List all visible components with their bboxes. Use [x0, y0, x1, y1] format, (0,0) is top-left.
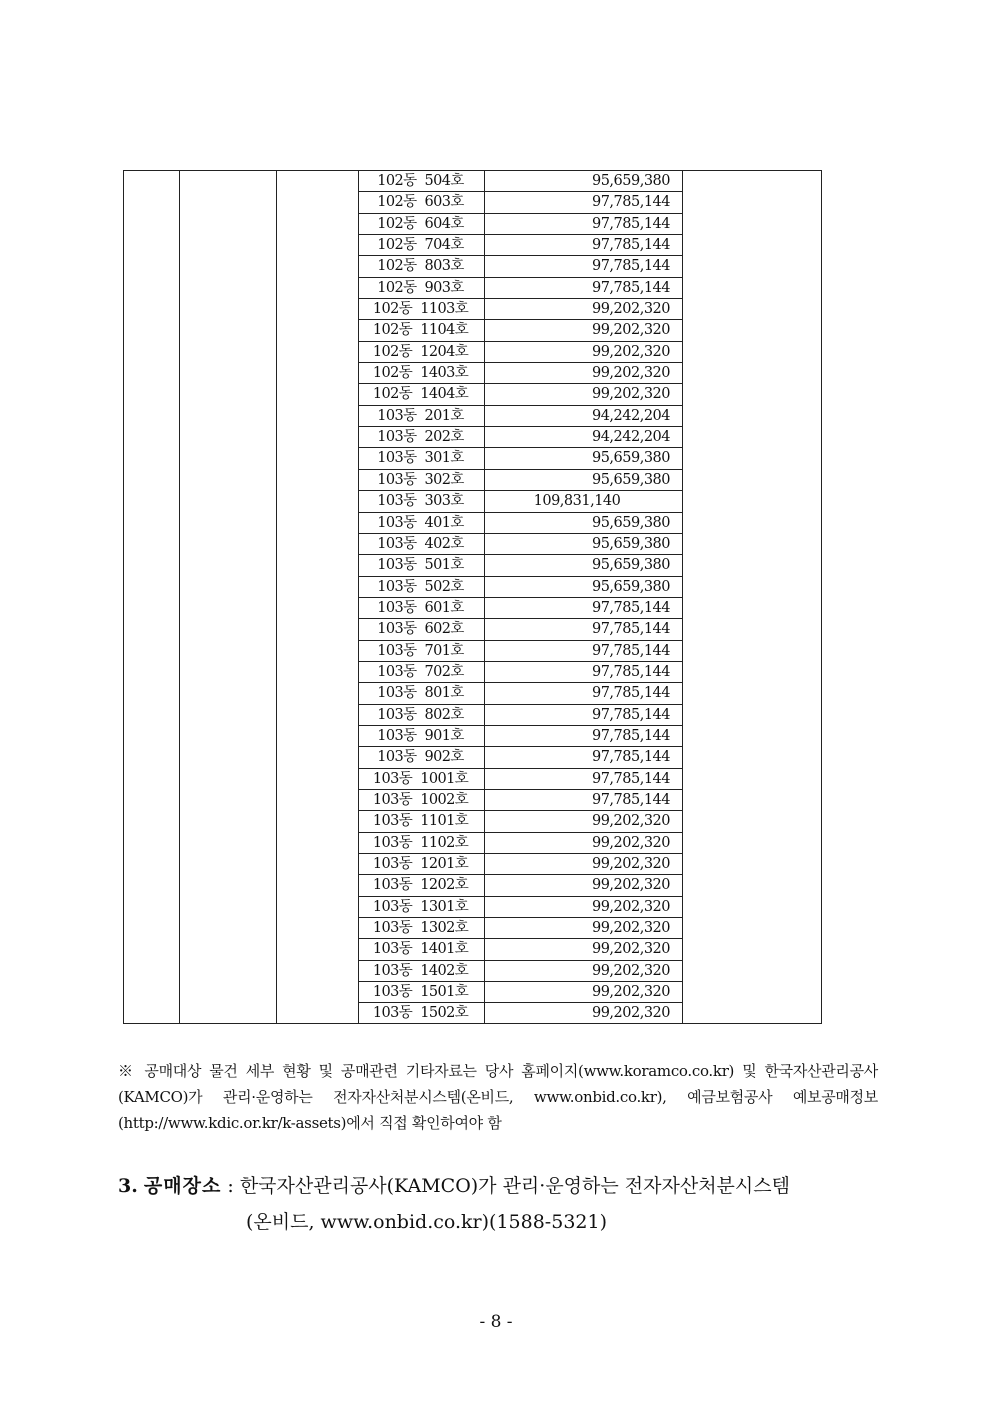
unit-cell: 102동 704호 [377, 237, 464, 254]
table-row [358, 769, 682, 790]
unit-cell: 103동 1401호 [372, 941, 469, 958]
column-divider [682, 171, 683, 1023]
price-cell: 97,785,144 [591, 642, 670, 659]
price-cell: 97,785,144 [591, 258, 670, 275]
table-row [358, 363, 682, 384]
table-row [358, 662, 682, 683]
table-row [358, 299, 682, 320]
table-row [358, 918, 682, 939]
unit-cell: 103동 1201호 [372, 856, 469, 872]
table-row [358, 577, 682, 598]
table-row [358, 406, 682, 427]
table-row [358, 939, 682, 960]
table-row [358, 961, 682, 982]
table-row [358, 875, 682, 896]
table-row [358, 278, 682, 299]
table-row [358, 470, 682, 491]
unit-cell: 103동 501호 [377, 557, 464, 574]
unit-cell: 103동 901호 [377, 727, 464, 744]
auction-place-text: 한국자산관리공사(KAMCO)가 관리·운영하는 전자자산처분시스템 [239, 1175, 790, 1197]
table-row [358, 192, 682, 213]
price-cell: 99,202,320 [591, 322, 670, 339]
price-cell: 99,202,320 [591, 984, 670, 1001]
section-label: 공매장소 [143, 1175, 222, 1197]
price-cell: 97,785,144 [591, 791, 670, 808]
table-row [358, 982, 682, 1003]
unit-cell: 103동 1301호 [372, 898, 469, 915]
section-colon: : [227, 1175, 234, 1197]
unit-cell: 103동 1501호 [372, 984, 469, 1001]
section-number: 3. [118, 1175, 138, 1197]
unit-cell: 103동 801호 [377, 685, 464, 702]
table-row [358, 534, 682, 555]
price-cell: 97,785,144 [591, 237, 670, 254]
unit-cell: 103동 1102호 [372, 834, 469, 851]
price-cell: 99,202,320 [591, 386, 670, 403]
table-row [358, 747, 682, 768]
table-row [358, 897, 682, 918]
price-cell: 99,202,320 [591, 1005, 670, 1022]
table-row [358, 320, 682, 341]
unit-cell: 103동 401호 [377, 514, 464, 531]
price-cell: 99,202,320 [591, 898, 670, 915]
price-cell: 97,785,144 [591, 621, 670, 638]
auction-place-line1 [118, 1168, 878, 1204]
unit-cell: 103동 702호 [377, 663, 464, 680]
unit-cell: 103동 802호 [377, 706, 464, 723]
price-cell: 95,659,380 [591, 471, 670, 488]
unit-cell: 102동 604호 [377, 215, 464, 232]
price-cell: 97,785,144 [591, 599, 670, 616]
page-number: - 8 - [479, 1312, 513, 1332]
unit-cell: 103동 701호 [377, 642, 464, 659]
table-row [358, 491, 682, 512]
unit-cell: 103동 1002호 [372, 791, 469, 808]
price-cell: 97,785,144 [591, 770, 670, 787]
table-row [358, 619, 682, 640]
unit-cell: 102동 803호 [377, 258, 464, 275]
unit-cell: 102동 1404호 [372, 386, 469, 403]
table-row [358, 833, 682, 854]
unit-cell: 103동 902호 [377, 749, 464, 766]
table-row [358, 235, 682, 256]
table-row [358, 171, 682, 192]
unit-cell: 102동 504호 [377, 173, 464, 189]
price-cell: 99,202,320 [591, 343, 670, 360]
unit-cell: 103동 302호 [377, 471, 464, 488]
unit-cell: 102동 603호 [377, 194, 464, 211]
price-cell: 97,785,144 [591, 749, 670, 766]
price-cell: 97,785,144 [591, 706, 670, 723]
price-cell: 99,202,320 [591, 941, 670, 958]
table-row [358, 256, 682, 277]
column-divider [179, 171, 180, 1023]
table-row [358, 854, 682, 875]
price-cell: 97,785,144 [591, 685, 670, 702]
unit-cell: 103동 1202호 [372, 877, 469, 894]
unit-cell: 103동 301호 [377, 450, 464, 467]
unit-cell: 103동 1001호 [372, 770, 469, 787]
price-cell: 95,659,380 [591, 535, 670, 552]
unit-cell: 103동 502호 [377, 578, 464, 595]
notice-text: ※ 공매대상 물건 세부 현황 및 공매관련 기타자료는 당사 홈페이지(www.koramco.co.kr) 및 한국자산관리공사(KAMCO)가 관리·운영하는 전자자산처분시스템(온비드, www.onbid.co.kr), 예금보험공사 예보공매정보(http://www.kdic.or.kr/k-assets)에서 직접 확인하여야 함 [118, 1062, 878, 1132]
table-row [358, 214, 682, 235]
price-cell: 97,785,144 [591, 194, 670, 211]
table-row [358, 726, 682, 747]
price-cell: 97,785,144 [591, 215, 670, 232]
unit-cell: 103동 201호 [377, 407, 464, 424]
price-cell: 97,785,144 [591, 663, 670, 680]
table-row [358, 342, 682, 363]
auction-place-contact: (온비드, www.onbid.co.kr)(1588-5321) [246, 1211, 607, 1233]
table-row [358, 811, 682, 832]
unit-cell: 103동 602호 [377, 621, 464, 638]
unit-cell: 102동 1403호 [372, 365, 469, 382]
table-row [358, 683, 682, 704]
column-divider [276, 171, 277, 1023]
property-price-table [123, 170, 822, 1024]
auction-place-section [118, 1168, 878, 1240]
unit-cell: 102동 1103호 [372, 301, 469, 318]
unit-cell: 103동 1402호 [372, 962, 469, 979]
table-row [358, 513, 682, 534]
table-row [358, 641, 682, 662]
unit-cell: 103동 202호 [377, 429, 464, 446]
unit-cell: 103동 1302호 [372, 920, 469, 937]
table-row [358, 427, 682, 448]
table-row [358, 790, 682, 811]
unit-cell: 103동 402호 [377, 535, 464, 552]
price-cell: 99,202,320 [591, 920, 670, 937]
table-row [358, 598, 682, 619]
unit-cell: 103동 601호 [377, 599, 464, 616]
price-cell: 95,659,380 [591, 173, 670, 189]
table-row [358, 705, 682, 726]
price-cell: 94,242,204 [591, 429, 670, 446]
price-cell: 99,202,320 [591, 834, 670, 851]
price-cell: 99,202,320 [591, 813, 670, 830]
price-cell: 99,202,320 [591, 877, 670, 894]
table-row [358, 448, 682, 469]
unit-cell: 103동 303호 [377, 493, 464, 510]
table-row [358, 384, 682, 405]
price-cell: 99,202,320 [591, 962, 670, 979]
table-row [358, 555, 682, 576]
price-cell: 109,831,140 [533, 493, 621, 510]
unit-cell: 103동 1101호 [372, 813, 469, 830]
unit-cell: 102동 903호 [377, 279, 464, 296]
price-cell: 95,659,380 [591, 557, 670, 574]
unit-cell: 103동 1502호 [372, 1005, 469, 1022]
table-rows [358, 171, 682, 1025]
price-cell: 99,202,320 [591, 856, 670, 872]
price-cell: 94,242,204 [591, 407, 670, 424]
price-cell: 99,202,320 [591, 301, 670, 318]
price-cell: 99,202,320 [591, 365, 670, 382]
unit-cell: 102동 1204호 [372, 343, 469, 360]
price-cell: 95,659,380 [591, 514, 670, 531]
price-cell: 97,785,144 [591, 727, 670, 744]
table-row [358, 1003, 682, 1024]
price-cell: 95,659,380 [591, 578, 670, 595]
price-cell: 97,785,144 [591, 279, 670, 296]
unit-cell: 102동 1104호 [372, 322, 469, 339]
price-cell: 95,659,380 [591, 450, 670, 467]
